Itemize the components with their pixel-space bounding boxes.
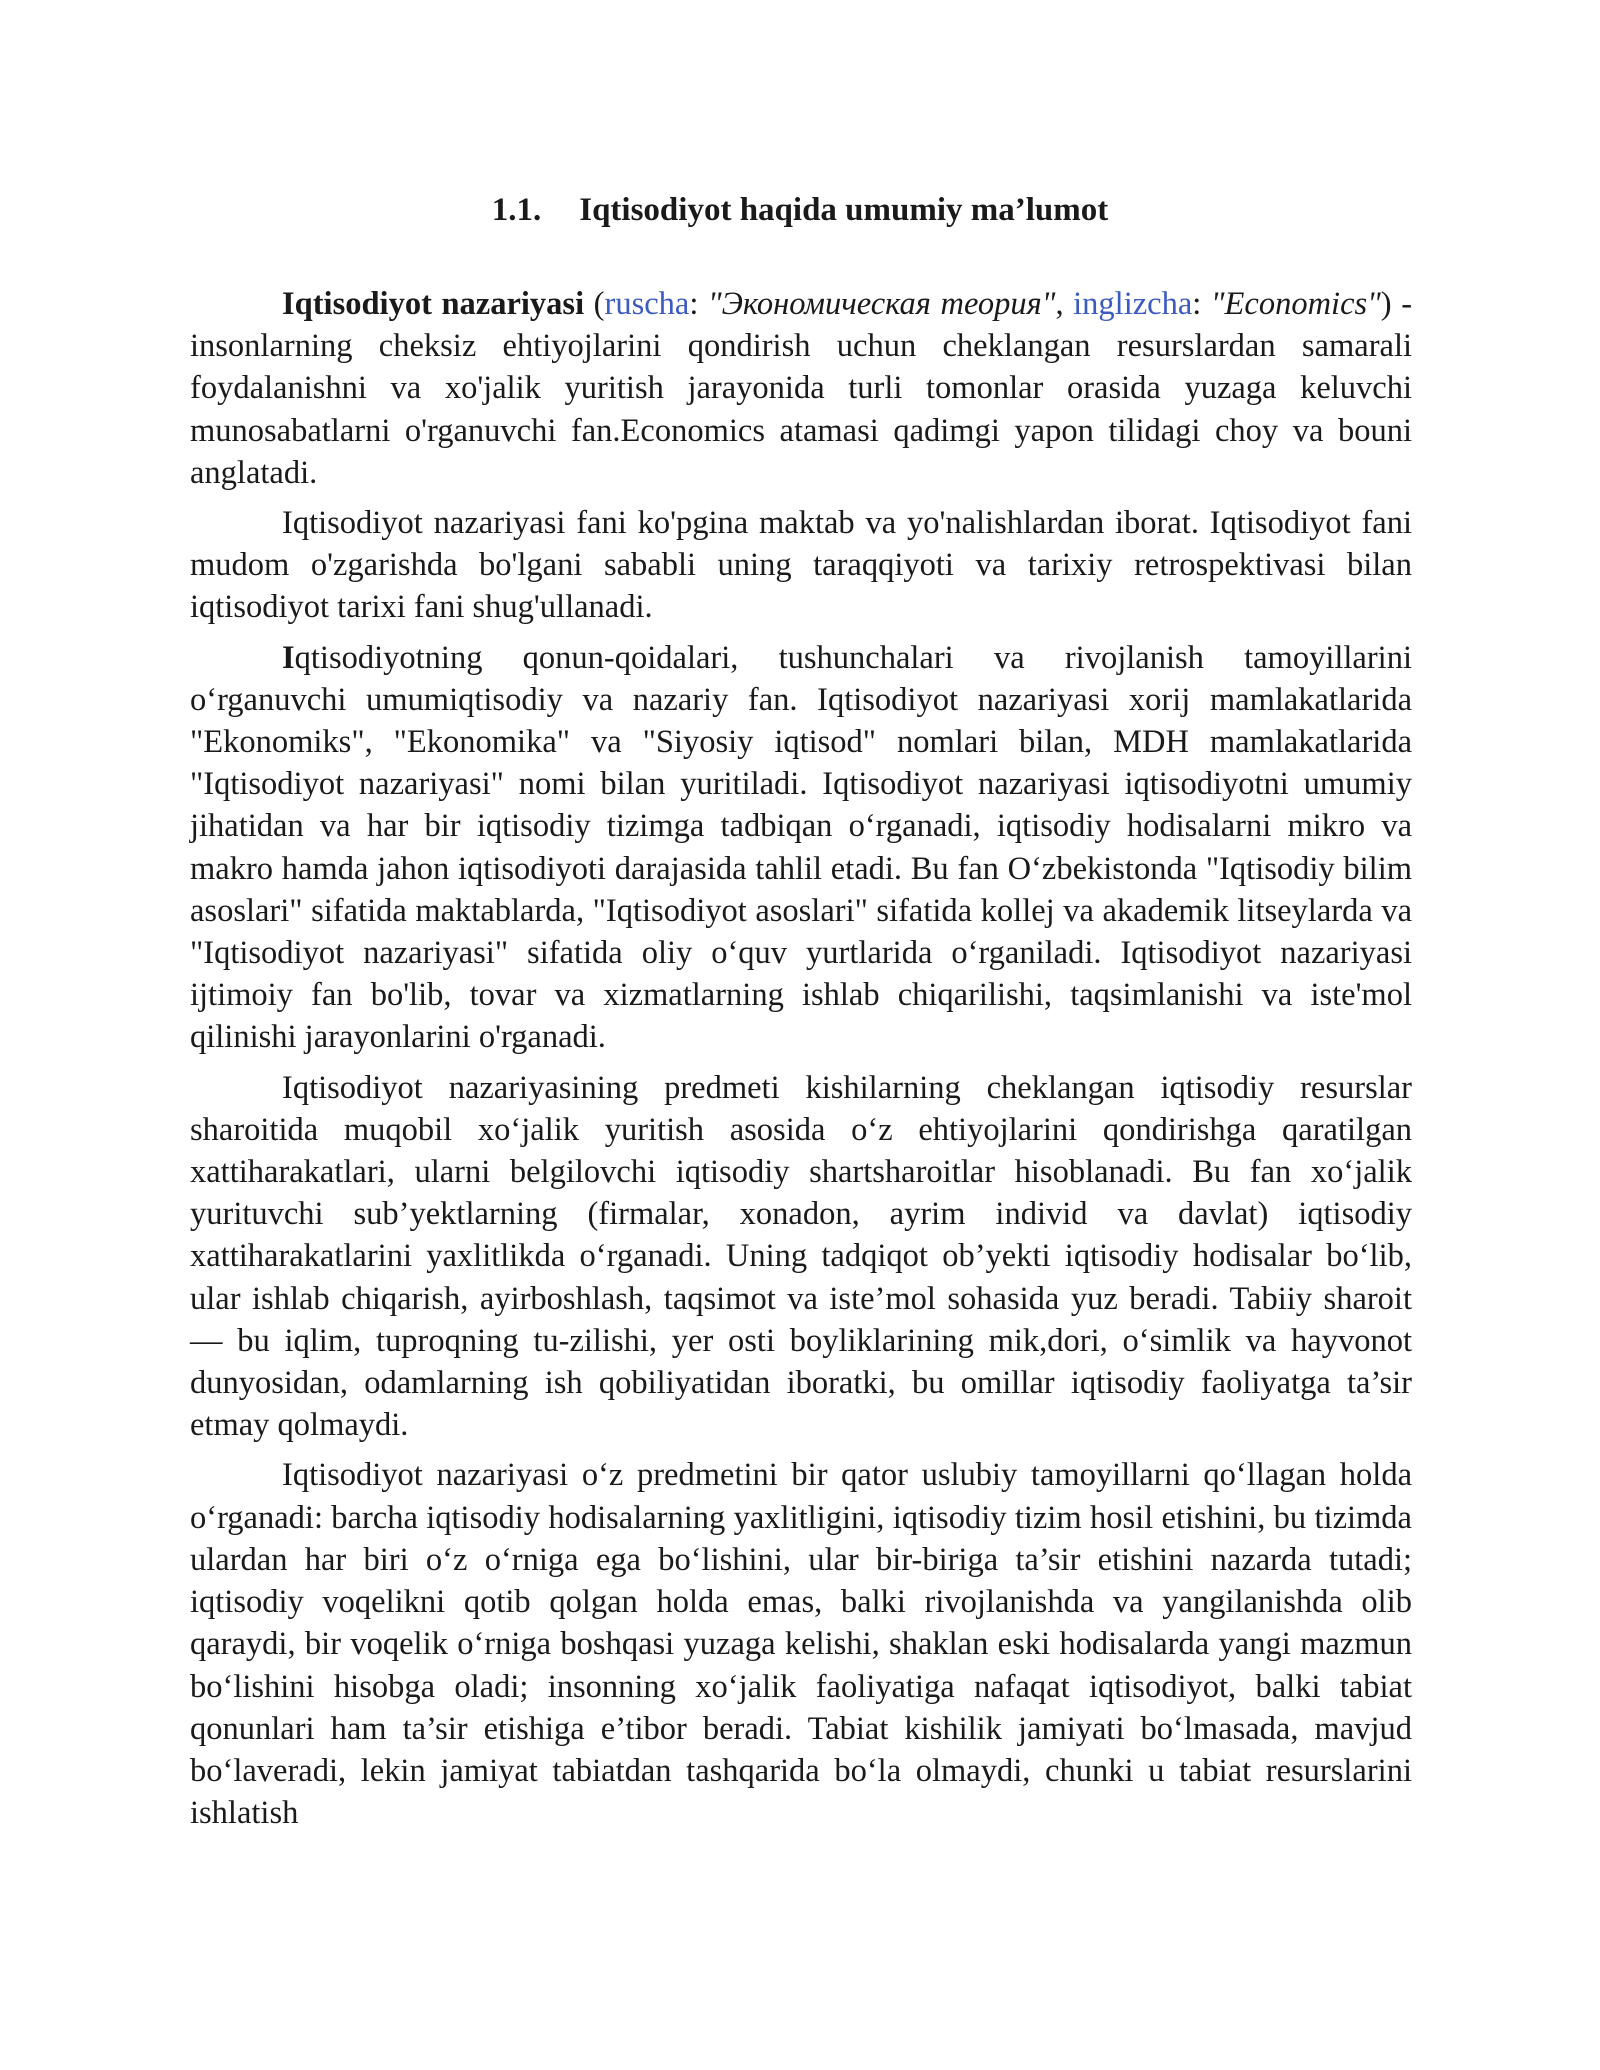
russian-term: "Экономическая теория" <box>707 286 1056 322</box>
paragraph-subject: Iqtisodiyot nazariyasining predmeti kishilarning cheklangan iqtisodiy resurslar sharoitida muqobil xo‘jalik yuritish asosida o‘z ehtiyojlarini qondirishga qaratilgan xattiharakatlari, ularni belgilovchi iqtisodiy shartsharoitlar hisoblanadi. Bu fan xo‘jalik yurituvchi sub’yektlarning (firmalar, xonadon, ayrim individ va davlat) iqtisodiy xattiharakatlarini yaxlitlikda o‘rganadi. Uning tadqiqot ob’yekti iqtisodiy hodisalar bo‘lib, ular ishlab chiqarish, ayirboshlash, taqsimot va iste’mol sohasida yuz beradi. Tabiiy sharoit — bu iqlim, tuproqning tu-zilishi, yer osti boyliklarining mik,dori, o‘simlik va hayvonot dunyosidan, odamlarning ish qobiliyatidan iboratki, bu omillar iqtisodiy faoliyatga ta’sir etmay qolmaydi. <box>190 1069 1412 1444</box>
paragraph-definition <box>190 283 1412 494</box>
general-text: qtisodiyotning qonun-qoidalari, tushunchalari va rivojlanish tamoyillarini o‘rganuvchi umumiqtisodiy va nazariy fan. Iqtisodiyot nazariyasi xorij mamlakatlarida "Ekonomiks", "Ekonomika" va "Siyosiy iqtisod" nomlari bilan, MDH mamlakatlarida "Iqtisodiyot nazariyasi" nomi bilan yuritiladi. Iqtisodiyot nazariyasi iqtisodiyotni umumiy jihatidan va har bir iqtisodiy tizimga tadbiqan o‘rganadi, iqtisodiy hodisalarni mikro va makro hamda jahon iqtisodiyoti darajasida tahlil etadi. Bu fan O‘zbekistonda "Iqtisodiy bilim asoslari" sifatida maktablarda, "Iqtisodiyot asoslari" sifatida kollej va akademik litseylarda va "Iqtisodiyot nazariyasi" sifatida oliy o‘quv yurtlarida o‘rganiladi. Iqtisodiyot nazariyasi ijtimoiy fan bo'lib, tovar va xizmatlarning ishlab chiqarilishi, taqsimlanishi va iste'mol qilinishi jarayonlarini o'rganadi. <box>190 639 1412 1056</box>
section-number: 1.1. <box>491 192 542 228</box>
paragraph-general <box>190 637 1412 1059</box>
link-inglizcha[interactable]: inglizcha <box>1073 286 1193 322</box>
link-ruscha[interactable]: ruscha <box>604 286 690 322</box>
paragraph-methods: Iqtisodiyot nazariyasi o‘z predmetini bir qator uslubiy tamoyillarni qo‘llagan holda o‘rganadi: barcha iqtisodiy hodisalarning yaxlitligini, iqtisodiy tizim hosil etishini, bu tizimda ulardan har biri o‘z o‘rniga ega bo‘lishini, ular bir-biriga ta’sir etishini nazarda tutadi; iqtisodiy voqelikni qotib qolgan holda emas, balki rivojlanishda va yangilanishda olib qaraydi, bir voqelik o‘rniga boshqasi yuzaga kelishi, shaklan eski hodisalarda yangi mazmun bo‘lishini hisobga oladi; insonning xo‘jalik faoliyatiga nafaqat iqtisodiyot, balki tabiat qonunlari ham ta’sir etishiga e’tibor beradi. Tabiat kishilik jamiyati bo‘lmasada, mavjud bo‘laveradi, lekin jamiyat tabiatdan tashqarida bo‘la olmaydi, chunki u tabiat resurslarini ishlatish <box>190 1457 1412 1832</box>
definition-text: ) - insonlarning cheksiz ehtiyojlarini qondirish uchun cheklangan resurslardan samarali foydalanishni va xo'jalik yuritish jarayonida turli tomonlar orasida yuzaga keluvchi munosabatlarni o'rganuvchi fan.Economics atamasi qadimgi yapon tilidagi choy va bouni anglatadi. <box>190 286 1413 491</box>
english-term: "Economics" <box>1210 286 1381 322</box>
body-text <box>190 283 1412 1842</box>
paragraph-schools: Iqtisodiyot nazariyasi fani ko'pgina maktab va yo'nalishlardan iborat. Iqtisodiyot fani mudom o'zgarishda bo'lgani sababli uning taraqqiyoti va tarixiy retrospektivasi bilan iqtisodiyot tarixi fani shug'ullanadi. <box>190 505 1412 626</box>
drop-letter: I <box>282 639 295 676</box>
colon-ru: : <box>689 286 708 322</box>
section-title: Iqtisodiyot haqida umumiy ma’lumot <box>579 192 1109 228</box>
term-bold: Iqtisodiyot nazariyasi <box>282 286 585 322</box>
section-heading <box>0 190 1600 230</box>
comma-sep: , <box>1055 286 1074 322</box>
colon-en: : <box>1192 286 1211 322</box>
paren-open: ( <box>584 286 605 322</box>
